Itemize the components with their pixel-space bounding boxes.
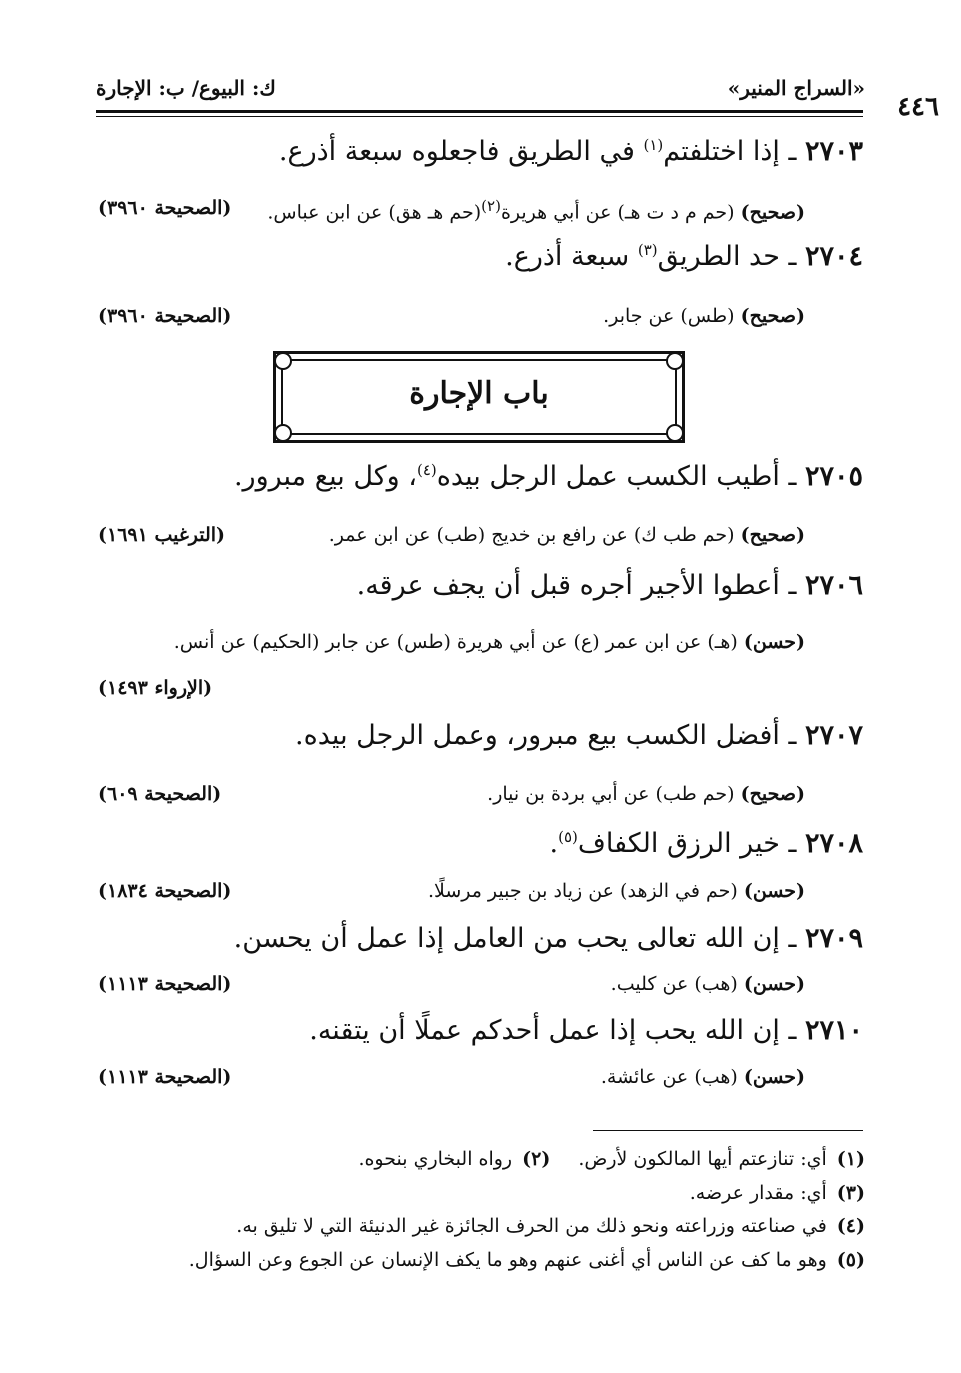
footnote-text: وهو ما كف عن الناس أي أغنى عنهم وهو ما يكف الإنسان عن الجوع وعن السؤال. xyxy=(188,1249,827,1271)
separator: ـ xyxy=(779,570,805,601)
hadith-text: في الطريق فاجعلوه سبعة أذرع. xyxy=(278,136,644,167)
grade: (حسن) xyxy=(743,1066,805,1088)
footnote-number: (٤) xyxy=(836,1215,865,1237)
grade: (صحيح) xyxy=(740,783,805,805)
footnote-mark: (٥) xyxy=(558,828,578,846)
hadith-text: أعطوا الأجير أجره قبل أن يجف عرقه. xyxy=(356,570,780,601)
hadith-number: ٢٧٠٤ xyxy=(804,241,863,272)
hadith-2709 xyxy=(234,923,863,954)
reference: (الصحيحة ١٨٣٤) xyxy=(98,880,232,902)
page-number: ٤٤٦ xyxy=(897,92,939,122)
sources: (حم هـ هق) عن ابن عباس. xyxy=(267,201,482,224)
footnote-text: رواه البخاري بنحوه. xyxy=(358,1148,513,1170)
header-rule xyxy=(96,110,863,113)
hadith-number: ٢٧٠٨ xyxy=(804,828,863,859)
hadith-source xyxy=(611,973,805,995)
grade: (صحيح) xyxy=(740,305,805,327)
book-title: «السراج المنير» xyxy=(727,76,865,100)
hadith-number: ٢٧٠٦ xyxy=(804,570,863,601)
hadith-number: ٢٧٠٣ xyxy=(804,136,863,167)
sources: (هب) عن عائشة. xyxy=(600,1066,744,1088)
frame-corner-ornament xyxy=(666,424,684,442)
sources: (هب) عن كليب. xyxy=(610,973,744,995)
hadith-2707 xyxy=(295,720,863,751)
grade: (صحيح) xyxy=(740,524,805,546)
reference: (الإرواء ١٤٩٣) xyxy=(98,677,213,699)
hadith-2706 xyxy=(357,570,863,601)
chapter-title: باب الإجارة xyxy=(409,376,549,411)
hadith-text: حد الطريق xyxy=(657,241,780,272)
hadith-2703 xyxy=(279,136,863,167)
hadith-source xyxy=(603,305,805,327)
footnote-mark: (١) xyxy=(643,136,664,154)
footnote-mark: (٤) xyxy=(416,461,437,479)
footnote xyxy=(236,1215,865,1237)
hadith-source xyxy=(487,783,805,805)
reference: (الصحيحة ٦٠٩) xyxy=(98,783,222,805)
section-title: ك: البيوع/ ب: الإجارة xyxy=(96,76,276,100)
reference: (الترغيب ١٦٩١) xyxy=(98,524,226,546)
footnote xyxy=(690,1182,865,1204)
frame-corner-ornament xyxy=(274,352,292,370)
reference: (الصحيحة ٣٩٦٠) xyxy=(98,305,232,327)
header-rule-thin xyxy=(96,116,863,117)
hadith-2710 xyxy=(309,1015,863,1046)
separator: ـ xyxy=(779,136,805,167)
hadith-text: ، وكل بيع مبرور. xyxy=(233,461,417,492)
hadith-2705 xyxy=(234,461,863,492)
frame-corner-ornament xyxy=(274,424,292,442)
hadith-number: ٢٧٠٧ xyxy=(804,720,863,751)
hadith-text: سبعة أذرع. xyxy=(505,241,638,272)
sources: (حم في الزهد) عن زياد بن جبير مرسلًا. xyxy=(427,880,744,902)
footnote-mark: (٢) xyxy=(481,197,501,215)
reference: (الصحيحة ١١١٣) xyxy=(98,973,232,995)
hadith-text: أطيب الكسب عمل الرجل بيده xyxy=(436,461,780,492)
footnote xyxy=(358,1148,865,1170)
hadith-2704 xyxy=(505,241,863,272)
separator: ـ xyxy=(779,923,805,954)
footnote xyxy=(189,1249,865,1271)
footnote-text: أي: تنازعتم أيها المالكون لأرض. xyxy=(578,1148,827,1170)
sources: (هـ) عن ابن عمر (ع) عن أبي هريرة (طس) عن جابر (الحكيم) عن أنس. xyxy=(173,631,744,653)
footnote-number: (٣) xyxy=(836,1182,865,1204)
hadith-number: ٢٧٠٩ xyxy=(804,923,863,954)
frame-corner-ornament xyxy=(666,352,684,370)
sources: (حم طب ك) عن رافع بن خديج (طب) عن ابن عمر. xyxy=(328,524,741,546)
separator: ـ xyxy=(779,720,805,751)
separator: ـ xyxy=(779,828,805,859)
hadith-source xyxy=(428,880,805,902)
footnote-mark: (٣) xyxy=(637,241,658,259)
sources: (طس) عن جابر. xyxy=(603,305,741,327)
hadith-text: إن الله تعالى يحب من العامل إذا عمل أن يحسن. xyxy=(233,923,780,954)
hadith-text: . xyxy=(549,828,559,859)
hadith-number: ٢٧٠٥ xyxy=(804,461,863,492)
hadith-source xyxy=(174,631,805,653)
grade: (صحيح) xyxy=(740,201,805,224)
grade: (حسن) xyxy=(743,973,805,995)
hadith-text: إذا اختلفتم xyxy=(663,136,780,167)
reference: (الصحيحة ١١١٣) xyxy=(98,1066,232,1088)
hadith-source xyxy=(329,524,805,546)
footnote-number: (٥) xyxy=(836,1249,865,1271)
hadith-source xyxy=(601,1066,805,1088)
hadith-source xyxy=(267,197,805,223)
hadith-text: خير الرزق الكفاف xyxy=(577,828,780,859)
hadith-text: أفضل الكسب بيع مبرور، وعمل الرجل بيده. xyxy=(295,720,780,751)
grade: (حسن) xyxy=(743,631,805,653)
footnote-text: في صناعته وزراعته ونحو ذلك من الحرف الجائزة غير الدنيئة التي لا تليق به. xyxy=(236,1215,827,1237)
hadith-number: ٢٧١٠ xyxy=(804,1015,863,1046)
separator: ـ xyxy=(779,241,805,272)
footnote-number: (٢) xyxy=(522,1148,551,1170)
hadith-2708 xyxy=(550,828,864,859)
sources: (حم م د ت هـ) عن أبي هريرة xyxy=(500,201,741,224)
separator: ـ xyxy=(779,461,805,492)
separator: ـ xyxy=(779,1015,805,1046)
reference: (الصحيحة ٣٩٦٠) xyxy=(98,197,232,219)
sources: (حم طب) عن أبي بردة بن نيار. xyxy=(487,783,741,805)
grade: (حسن) xyxy=(743,880,805,902)
hadith-text: إن الله يحب إذا عمل أحدكم عملًا أن يتقنه. xyxy=(309,1015,780,1046)
footnote-number: (١) xyxy=(836,1148,865,1170)
footnote-text: أي: مقدار عرضه. xyxy=(689,1182,827,1204)
footnote-rule xyxy=(593,1130,863,1131)
